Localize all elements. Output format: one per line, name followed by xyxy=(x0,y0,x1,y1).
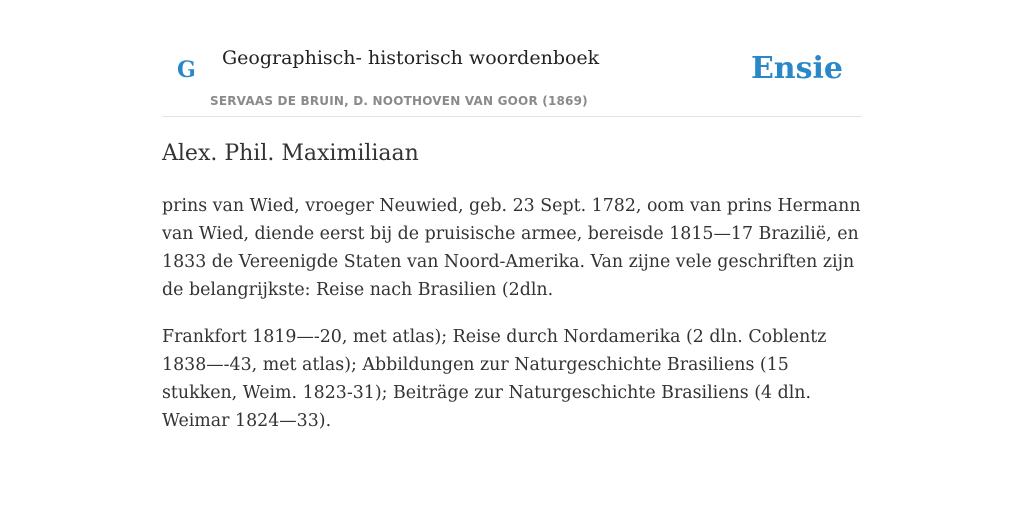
entry-paragraph: prins van Wied, vroeger Neuwied, geb. 23 Sept. 1782, oom van prins Hermann van Wied, diende eerst bij de pruisische armee, bereisde 1815—17 Brazilië, en 1833 de Vereenigde Staten van Noord-Amerika. Van zijne vele geschriften zijn de belangrijkste: Reise nach Brasilien (2dln. xyxy=(162,196,861,300)
entry-paragraph: Frankfort 1819—-20, met atlas); Reise durch Nordamerika (2 dln. Coblentz 1838—-43, met atlas); Abbildungen zur Naturgeschichte Brasiliens (15 stukken, Weim. 1823-31); Beiträge zur Naturgeschichte Brasiliens (4 dln. Weimar 1824—33). xyxy=(162,327,827,431)
book-author-meta: SERVAAS DE BRUIN, D. NOOTHOVEN VAN GOOR (1869) xyxy=(210,94,588,108)
entry-title: Alex. Phil. Maximiliaan xyxy=(162,141,419,166)
book-title-link[interactable]: Geographisch- historisch woordenboek xyxy=(222,47,600,69)
entry-body xyxy=(162,192,862,454)
book-letter: G xyxy=(177,57,196,83)
book-header xyxy=(162,0,862,117)
ensie-logo-link[interactable]: Ensie xyxy=(750,51,843,86)
